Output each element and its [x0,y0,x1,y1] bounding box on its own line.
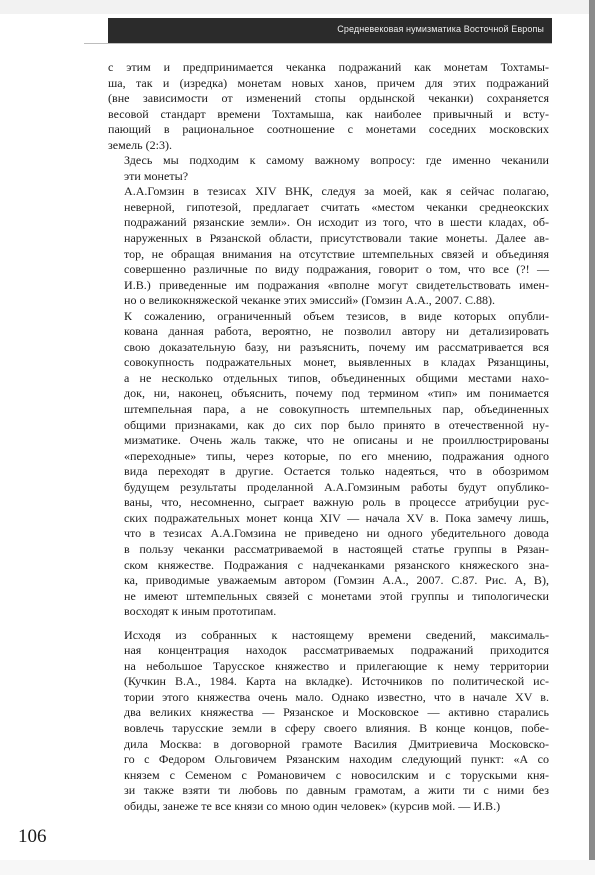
text-line: не имеют штемпельных связей с монетами этой группы и типологически [124,588,549,603]
text-line: док, ни, наконец, объяснить, почему под термином «тип» им понимается [124,386,549,401]
text-line: на небольшое Тарусское княжество и прилегающие к нему территории [124,658,549,673]
text-line: а не несколько отдельных типов, объединенных общими местами нахо- [124,370,549,385]
text-line: в пользу чеканки рассматриваемой в настоящей статье группы в Рязан- [124,541,549,556]
paragraph [108,309,549,620]
text-line: восходят к иным прототипам. [124,604,277,619]
running-header [108,18,552,43]
text-line: будущем результаты проделанной А.А.Гомзиным работы будут опублико- [124,479,549,494]
text-line: вида переходят в другие. Остается только надеяться, что в обозримом [124,464,549,479]
text-line: Исходя из собранных к настоящему времени сведений, максималь- [124,627,549,642]
text-line: го с Федором Ольговичем Рязанским находим следующий пункт: «А со [124,752,549,767]
text-line: обиды, занеже те все князи со мною один человек» (курсив мой. — И.В.) [124,798,501,813]
text-line: свою доказательную базу, ни разъяснить, почему им рассматривается вся [124,339,549,354]
text-line: ском княжестве. Подражания с надчеканками рязанского княжеского зна- [124,557,549,572]
paragraph [108,153,549,184]
text-line: земель (2:3). [108,137,173,152]
text-line: совокупность подражательных монет, выявленных в кладах Рязанщины, [124,355,549,370]
text-line: с этим и предпринимается чеканка подражаний как монетам Тохтамы- [108,60,549,74]
text-line: что в тезисах А.А.Гомзина не приведено ни одного убедительного довода [124,526,549,541]
text-line: но о великокняжеской чеканке этих эмиссий» (Гомзин А.А., 2007. С.88). [124,293,496,308]
text-line: наруженных в Рязанской области, присутствовали такие монеты. Далее ав- [124,231,549,246]
text-line: (вне зависимости от изменений стопы ордынской чеканки) сохраняется [108,91,549,106]
text-line: И.В.) приведенные им подражания «вполне могут свидетельствовать имен- [124,277,549,292]
paragraph [108,628,549,815]
text-line: К сожалению, ограниченный объем тезисов, в виде которых опубли- [124,308,549,323]
text-line: ка, приводимые уважаемым автором (Гомзин А.А., 2007. С.87. Рис. А, В), [124,573,549,588]
text-line: ваны, что, несомненно, сыграет важную роль в процессе атрибуции рус- [124,495,549,510]
bottom-scan-margin [0,860,595,875]
text-line: неверной, гипотезой, предлагает считать «местом чеканки среднеокских [124,199,549,214]
text-line: «переходные» типы, через которые, по его мнению, подражания одного [124,448,549,463]
text-line: дила Москва: в договорной грамоте Василия Дмитриевича Московско- [124,736,549,751]
text-line: штемпельная пара, а не совокупность штемпельных пар, объединенных [124,402,549,417]
text-line: зи также взяти ти любовь по давным грамотам, а жити ти с ними без [124,783,549,798]
paragraph [108,184,549,308]
paragraph [108,60,549,153]
text-line: князем с Семеном с Романовичем с новосилским и с торускыми кня- [124,767,549,782]
text-line: ских подражательных монет конца XIV — начала XV в. Пока замечу лишь, [124,510,549,525]
text-line: мизматике. Очень жаль также, что не описаны и не проиллюстрированы [124,433,549,448]
text-line: пающий в рациональное соотношение с монетами соседних московских [108,122,549,137]
text-line: общими признаками, как до сих пор было принято в отечественной ну- [124,417,549,432]
text-line: кована данная работа, вероятно, не позволил автору ни детализировать [124,324,549,339]
running-header-title: Средневековая нумизматика Восточной Европы [337,24,544,34]
text-line: эти монеты? [124,168,189,183]
text-line: ная концентрация находок рассматриваемых подражаний приходится [124,643,549,658]
text-line: подражаний рязанские земли». Он исходит из того, что в шести кладах, об- [124,215,549,230]
top-scan-margin [0,0,595,14]
text-line: тор, не обращая внимания на отсутствие штемпельных связей и объединяя [124,246,549,261]
page-edge-shadow [589,0,595,875]
text-line: вовлечь тарусские земли в сферу своего влияния. В конце концов, побе- [124,720,549,735]
body-text [108,60,549,814]
text-line: Здесь мы подходим к самому важному вопросу: где именно чеканили [124,153,549,168]
text-line: два великих княжества — Рязанское и Московское — активно старались [124,705,549,720]
text-line: совершенно различные по виду подражания, говорит о том, что все (?! — [124,262,549,277]
page-number: 106 [18,826,47,847]
text-line: тории этого княжества очень мало. Однако известно, что в начале XV в. [124,689,549,704]
header-rule [84,43,552,44]
text-line: весовой стандарт времени Тохтамыша, как наиболее привычный и всту- [108,106,549,121]
text-line: ша, так и (изредка) монетам новых ханов, причем для этих подражаний [108,75,549,90]
text-line: (Кучкин В.А., 1984. Карта на вкладке). Источников по политической ис- [124,674,549,689]
text-line: А.А.Гомзин в тезисах XIV ВНК, следуя за моей, как я сейчас полагаю, [124,184,549,199]
